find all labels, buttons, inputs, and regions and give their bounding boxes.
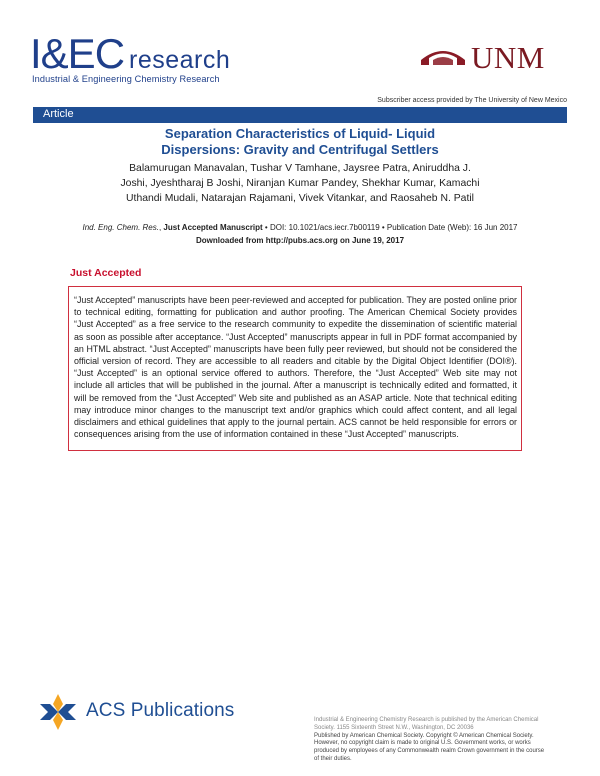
citation-line bbox=[20, 223, 580, 232]
article-title bbox=[60, 126, 540, 158]
authors-line-2: Joshi, Jyeshtharaj B Joshi, Niranjan Kumar Pandey, Shekhar Kumar, Kamachi bbox=[120, 178, 480, 189]
footer-publisher-note bbox=[314, 717, 576, 764]
acs-hexagon-icon bbox=[36, 692, 80, 732]
manuscript-status: Just Accepted Manuscript bbox=[163, 223, 263, 232]
just-accepted-text: “Just Accepted” manuscripts have been peer-reviewed and accepted for publication. They are posted online prior to technical editing, formatting for publication and author proofing. The American Chemical Society provides “Just Accepted” as a free service to the research community to expedite the dissemination of scientific material as soon as possible after acceptance. “Just Accepted” manuscripts appear in full in PDF format accompanied by an HTML abstract. “Just Accepted” manuscripts have been fully peer reviewed, but should not be considered the official version of record. They are accessible to all readers and citable by the Digital Object Identifier (DOI®). “Just Accepted” is an optional service offered to authors. Therefore, the “Just Accepted” Web site may not include all articles that will be published in the journal. After a manuscript is technically edited and formatted, it will be removed from the “Just Accepted” Web site and published as an ASAP article. Note that technical editing may introduce minor changes to the manuscript text and/or graphics which could affect content, and all legal disclaimers and ethical guidelines that apply to the journal pertain. ACS cannot be held responsible for errors or consequences arising from the use of information contained in these “Just Accepted” manuscripts. bbox=[74, 295, 517, 440]
acs-publications-text: ACS Publications bbox=[86, 700, 235, 721]
title-line-2: Dispersions: Gravity and Centrifugal Settlers bbox=[161, 142, 439, 157]
authors-line-1: Balamurugan Manavalan, Tushar V Tamhane, Jaysree Patra, Aniruddha J. bbox=[129, 163, 471, 174]
journal-logo-research: research bbox=[129, 46, 231, 74]
footer-line-5: produced by employees of any Commonwealth realm Crown government in the course bbox=[314, 748, 545, 755]
journal-abbrev: Ind. Eng. Chem. Res. bbox=[82, 223, 159, 232]
footer-line-4: However, no copyright claim is made to original U.S. Government works, or works bbox=[314, 740, 531, 747]
footer-line-6: of their duties. bbox=[314, 755, 352, 762]
title-line-1: Separation Characteristics of Liquid- Liquid bbox=[164, 126, 436, 141]
citation-doi-date: • DOI: 10.1021/acs.iecr.7b00119 • Publication Date (Web): 16 Jun 2017 bbox=[262, 223, 518, 232]
citation-separator: , bbox=[158, 223, 164, 232]
acs-publications-logo bbox=[36, 692, 276, 736]
journal-logo-subtitle: Industrial & Engineering Chemistry Research bbox=[32, 74, 220, 84]
unm-mark-icon bbox=[419, 38, 471, 78]
journal-logo bbox=[30, 32, 270, 92]
unm-logo-text: UNM bbox=[471, 40, 545, 75]
unm-logo bbox=[419, 38, 569, 78]
article-section-bar bbox=[33, 107, 567, 123]
section-label: Article bbox=[43, 108, 74, 120]
authors-line-3: Uthandi Mudali, Natarajan Rajamani, Vivek Vitankar, and Raosaheb N. Patil bbox=[126, 193, 474, 204]
author-list bbox=[60, 161, 540, 206]
download-note: Downloaded from http://pubs.acs.org on June 19, 2017 bbox=[195, 236, 405, 245]
footer-line-1: Industrial & Engineering Chemistry Research is published by the American Chemical bbox=[314, 717, 539, 723]
footer-line-3: Published by American Chemical Society. Copyright © American Chemical Society. bbox=[314, 732, 534, 739]
subscriber-access-note: Subscriber access provided by The University of New Mexico bbox=[377, 97, 567, 104]
just-accepted-heading: Just Accepted bbox=[70, 267, 142, 279]
journal-logo-main: I&EC bbox=[30, 30, 125, 77]
just-accepted-box bbox=[68, 286, 522, 451]
footer-line-2: Society. 1155 Sixteenth Street N.W., Washington, DC 20036 bbox=[314, 724, 474, 731]
